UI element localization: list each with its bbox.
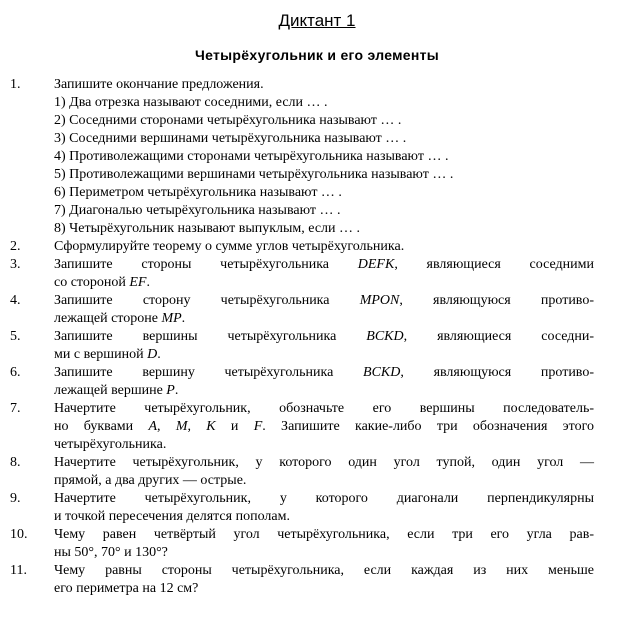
- task-text: [54, 292, 594, 328]
- task-line: Чему равен четвёртый угол четырёхугольника, если три его угла рав-: [54, 527, 594, 542]
- task-item: [10, 454, 630, 490]
- task-text: [54, 526, 594, 562]
- task-line: Начертите четырёхугольник, у которого один угол тупой, один угол —: [54, 455, 594, 470]
- page-subtitle: Четырёхугольник и его элементы: [194, 47, 440, 63]
- task-line: 3) Соседними вершинами четырёхугольника называют … .: [54, 131, 407, 146]
- task-item: [10, 400, 630, 454]
- task-line: Сформулируйте теорему о сумме углов четырёхугольника.: [54, 239, 405, 254]
- task-line: его периметра на 12 см?: [54, 581, 199, 596]
- task-number: 8.: [10, 455, 21, 470]
- task-line: Запишите вершину четырёхугольника BCKD, являющуюся противо-: [54, 365, 594, 380]
- task-number: 10.: [10, 527, 28, 542]
- task-number: 3.: [10, 257, 21, 272]
- task-text: [54, 400, 594, 454]
- page-title: [0, 10, 634, 32]
- task-number: 5.: [10, 329, 21, 344]
- task-number: 6.: [10, 365, 21, 380]
- task-item: [10, 526, 630, 562]
- task-number: 9.: [10, 491, 21, 506]
- task-text: [54, 256, 594, 292]
- task-line: Чему равны стороны четырёхугольника, если каждая из них меньше: [54, 563, 594, 578]
- task-item: [10, 562, 630, 598]
- task-number: 11.: [10, 563, 27, 578]
- task-line: Начертите четырёхугольник, у которого диагонали перпендикулярны: [54, 491, 594, 506]
- task-number: 7.: [10, 401, 21, 416]
- task-number: 4.: [10, 293, 21, 308]
- task-line: 7) Диагональю четырёхугольника называют … .: [54, 203, 341, 218]
- task-line: Запишите вершины четырёхугольника BCKD, являющиеся соседни-: [54, 329, 595, 344]
- task-line: 8) Четырёхугольник называют выпуклым, если … .: [54, 221, 361, 236]
- task-text: [54, 328, 594, 364]
- task-item: [10, 490, 630, 526]
- task-text: [54, 490, 594, 526]
- task-line: ми с вершиной D.: [54, 347, 161, 362]
- task-line: четырёхугольника.: [54, 437, 167, 452]
- task-text: [54, 364, 594, 400]
- task-line: Начертите четырёхугольник, обозначьте его вершины последователь-: [54, 401, 594, 416]
- task-line: прямой, а два других — острые.: [54, 473, 247, 488]
- task-line: 4) Противолежащими сторонами четырёхугольника называют … .: [54, 149, 449, 164]
- task-line: 2) Соседними сторонами четырёхугольника называют … .: [54, 113, 402, 128]
- task-line: но буквами A, M, K и F. Запишите какие-либо три обозначения этого: [54, 419, 595, 434]
- task-line: 6) Периметром четырёхугольника называют … .: [54, 185, 342, 200]
- task-line: Запишите стороны четырёхугольника DEFK, являющиеся соседними: [54, 257, 594, 272]
- task-text: [54, 454, 594, 490]
- task-item: [10, 238, 630, 256]
- task-item: [10, 328, 630, 364]
- task-number: 2.: [10, 239, 21, 254]
- task-line: со стороной EF.: [54, 275, 150, 290]
- task-line: 1) Два отрезка называют соседними, если … .: [54, 95, 328, 110]
- title-text: Диктант 1: [278, 11, 356, 30]
- task-line: Запишите сторону четырёхугольника MPON, являющуюся противо-: [54, 293, 594, 308]
- task-line: и точкой пересечения делятся пополам.: [54, 509, 290, 524]
- task-text: [54, 76, 594, 238]
- task-line: Запишите окончание предложения.: [54, 77, 264, 92]
- task-item: [10, 292, 630, 328]
- task-line: лежащей вершине P.: [54, 383, 179, 398]
- task-line: 5) Противолежащими вершинами четырёхугольника называют … .: [54, 167, 454, 182]
- task-item: [10, 76, 630, 238]
- task-text: [54, 562, 594, 598]
- task-item: [10, 364, 630, 400]
- task-list: [10, 76, 630, 598]
- task-number: 1.: [10, 77, 21, 92]
- task-line: ны 50°, 70° и 130°?: [54, 545, 168, 560]
- task-line: лежащей стороне MP.: [54, 311, 186, 326]
- task-item: [10, 256, 630, 292]
- task-text: [54, 238, 594, 256]
